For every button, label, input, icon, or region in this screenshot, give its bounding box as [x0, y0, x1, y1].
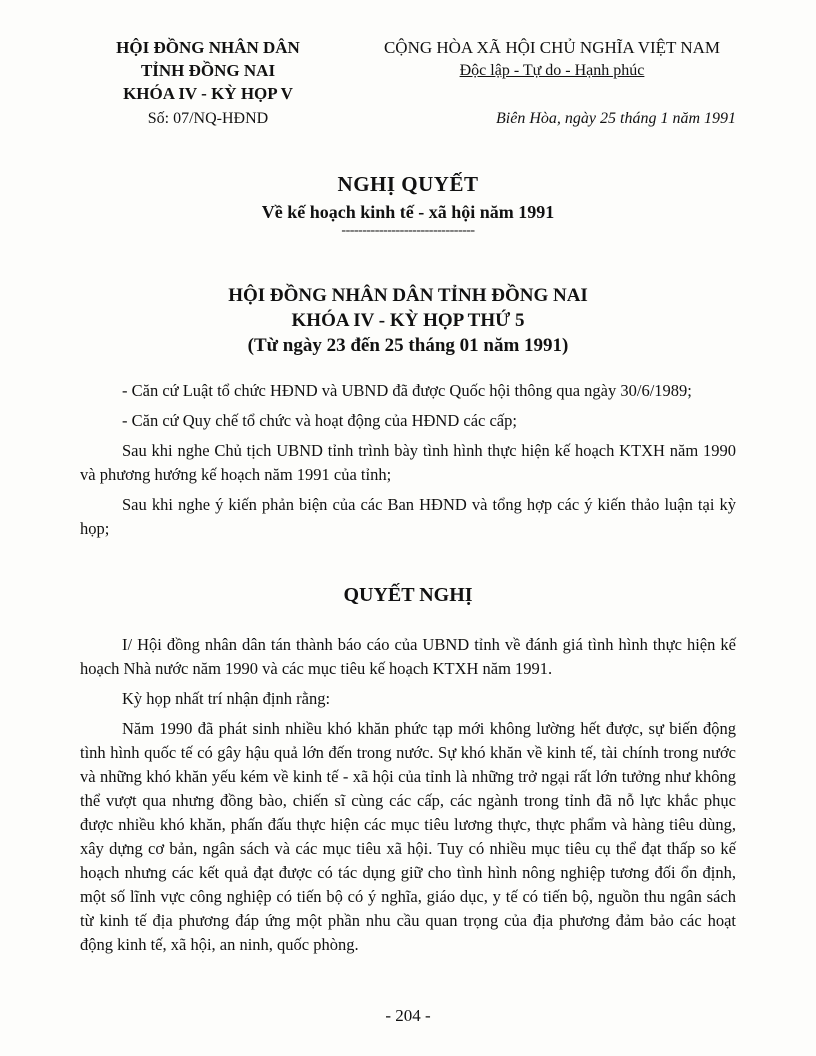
authority-line-2: TỈNH ĐỒNG NAI	[140, 61, 276, 80]
issue-date: Biên Hòa, ngày 25 tháng 1 năm 1991	[496, 110, 736, 127]
nation-name: CỘNG HÒA XÃ HỘI CHỦ NGHĨA VIỆT NAM	[383, 38, 721, 57]
authority-line-1: HỘI ĐỒNG NHÂN DÂN	[116, 38, 300, 57]
council-line-1: HỘI ĐỒNG NHÂN DÂN TỈNH ĐỒNG NAI	[228, 285, 588, 306]
preamble	[80, 379, 736, 547]
preamble-paragraph: Sau khi nghe Chủ tịch UBND tỉnh trình bày tình hình thực hiện kế hoạch KTXH năm 1990 và phương hướng kế hoạch năm 1991 của tỉnh;	[80, 441, 736, 484]
document-title-block	[0, 170, 816, 238]
preamble-paragraph: - Căn cứ Luật tổ chức HĐND và UBND đã được Quốc hội thông qua ngày 30/6/1989;	[122, 381, 692, 400]
document-type: NGHỊ QUYẾT	[337, 172, 479, 196]
resolution-paragraph: Năm 1990 đã phát sinh nhiều khó khăn phức tạp mới không lường hết được, sự biến động tình hình quốc tế có gây hậu quả lớn đến trong nước. Sự khó khăn về kinh tế, tài chính trong nước và những khó khăn yếu kém về kinh tế - xã hội của tỉnh là những trở ngại rất lớn tưởng như không thể vượt qua nhưng đồng bào, chiến sĩ cùng các cấp, các ngành trong tỉnh đã nỗ lực khắc phục được nhiều khó khăn, phấn đấu thực hiện các mục tiêu lương thực, thực phẩm và hàng tiêu dùng, xây dựng cơ bản, ngân sách và các mục tiêu xã hội. Tuy có nhiều mục tiêu cụ thể đạt thấp so kế hoạch nhưng các kết quả đạt được có tác dụng giữ cho tình hình nông nghiệp tương đối ổn định, một số lĩnh vực công nghiệp có tiến bộ có ý nghĩa, giáo dục, y tế có tiến bộ, nguồn thu ngân sách từ kinh tế địa phương đáp ứng một phần nhu cầu quan trọng của địa phương đảm bảo các hoạt động kinh tế, xã hội, an ninh, quốc phòng.	[80, 719, 736, 954]
preamble-paragraph: - Căn cứ Quy chế tổ chức và hoạt động của HĐND các cấp;	[122, 411, 517, 430]
page-number: - 204 -	[385, 1006, 431, 1025]
resolution-title: QUYẾT NGHỊ	[343, 584, 473, 606]
council-block	[0, 283, 816, 358]
national-header-block	[346, 36, 758, 130]
resolution-paragraph: Kỳ họp nhất trí nhận định rằng:	[122, 689, 331, 708]
council-line-3: (Từ ngày 23 đến 25 tháng 01 năm 1991)	[247, 335, 569, 356]
council-line-2: KHÓA IV - KỲ HỌP THỨ 5	[291, 310, 525, 331]
title-separator: --------------------------------	[341, 223, 475, 238]
document-subject: Về kế hoạch kinh tế - xã hội năm 1991	[261, 202, 555, 222]
resolution-paragraph: I/ Hội đồng nhân dân tán thành báo cáo của UBND tỉnh về đánh giá tình hình thực hiện kế hoạch Nhà nước năm 1990 và các mục tiêu kế hoạch KTXH năm 1991.	[80, 635, 736, 678]
resolution-body	[80, 633, 736, 963]
preamble-paragraph: Sau khi nghe ý kiến phản biện của các Ban HĐND và tổng hợp các ý kiến thảo luận tại kỳ họp;	[80, 495, 736, 538]
authority-line-3: KHÓA IV - KỲ HỌP V	[123, 84, 293, 103]
issuing-authority-block	[100, 36, 316, 130]
national-motto: Độc lập - Tự do - Hạnh phúc	[459, 62, 645, 79]
document-number: Số: 07/NQ-HĐND	[147, 110, 269, 127]
